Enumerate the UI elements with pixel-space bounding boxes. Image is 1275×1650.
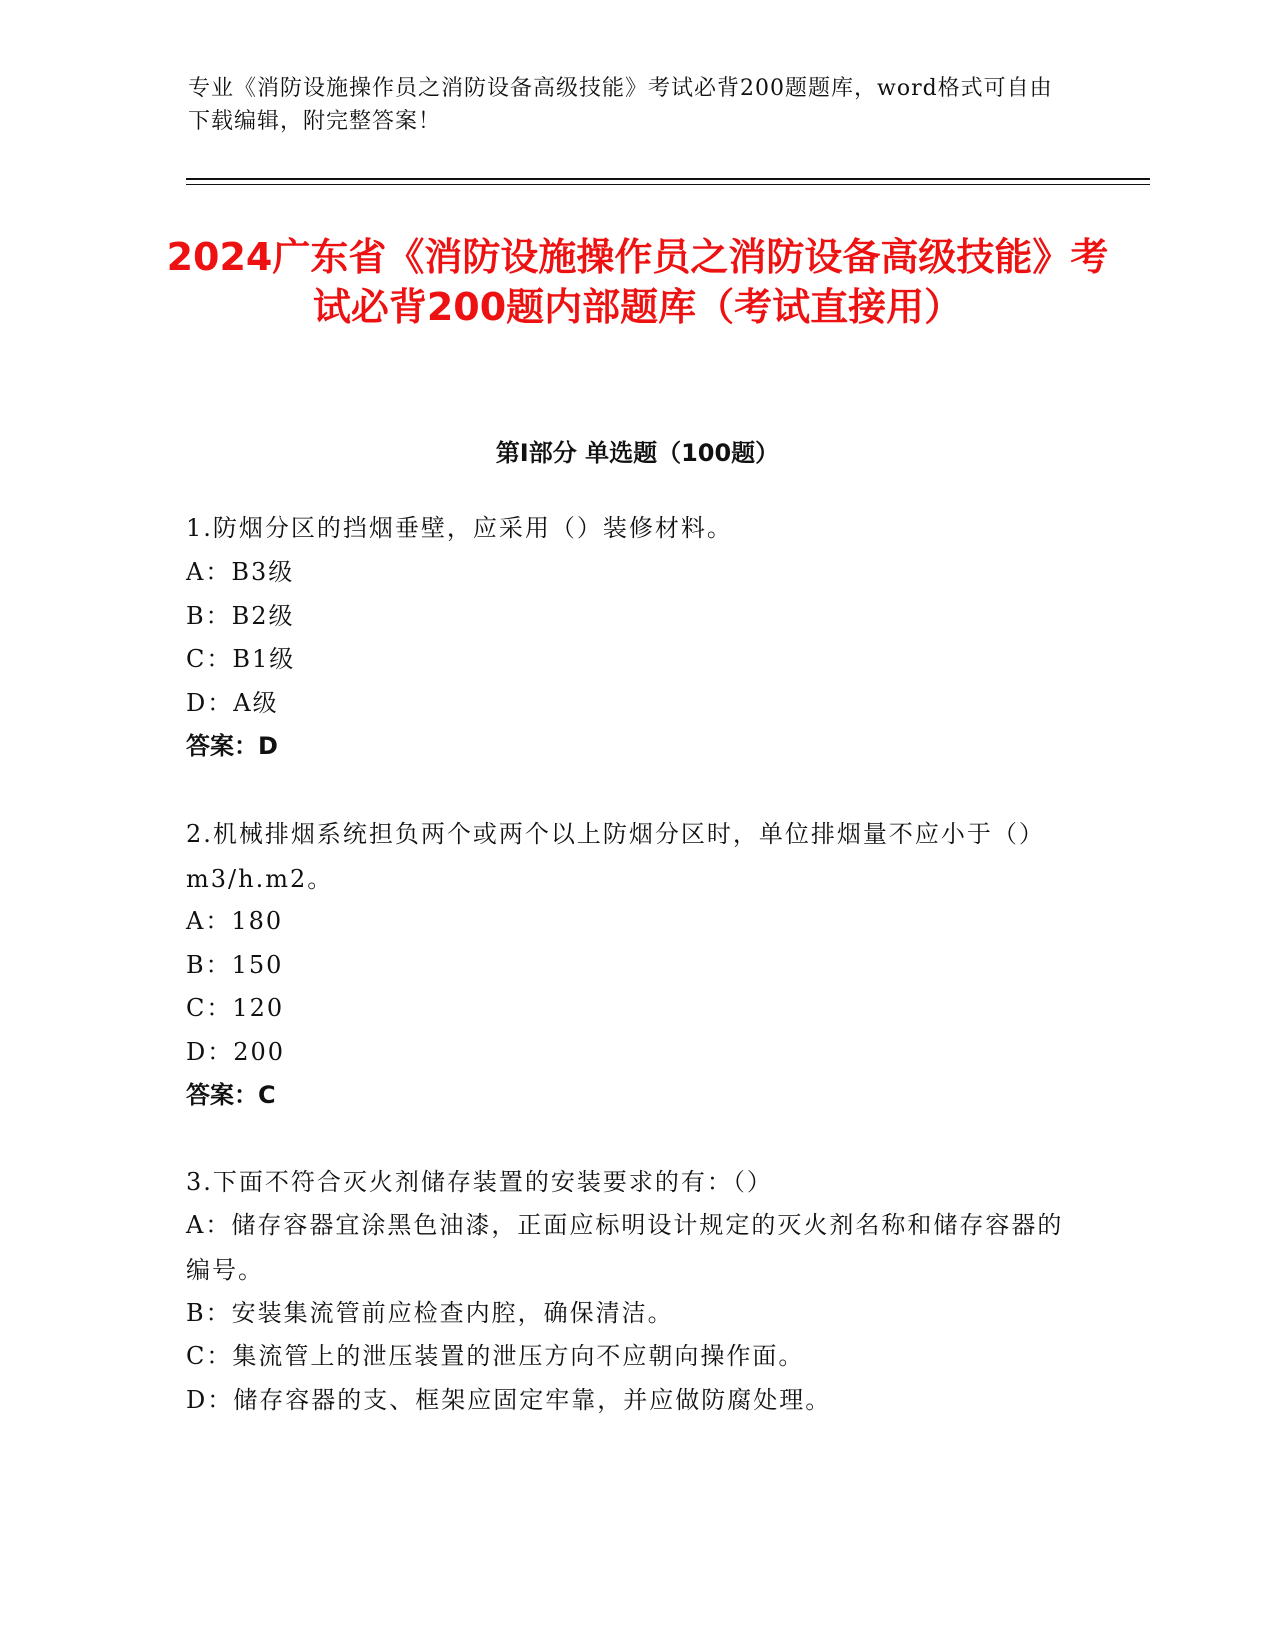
- question-1-answer: 答案：D: [186, 732, 278, 760]
- question-2-stem: 2.机械排烟系统担负两个或两个以上防烟分区时，单位排烟量不应小于（）m3/h.m2。: [186, 820, 1045, 893]
- question-2-option-c: C：120: [186, 994, 285, 1022]
- question-3-option-c: C：集流管上的泄压装置的泄压方向不应朝向操作面。: [186, 1342, 805, 1370]
- section-title: 第Ⅰ部分 单选题（100题）: [495, 439, 780, 467]
- question-1-option-d: D：A级: [186, 689, 279, 717]
- question-1-option-a: A：B3级: [186, 558, 295, 586]
- question-1-option-c: C：B1级: [186, 645, 296, 673]
- question-1-stem: 1.防烟分区的挡烟垂壁，应采用（）装修材料。: [186, 514, 733, 542]
- question-3-option-a: A：储存容器宜涂黑色油漆，正面应标明设计规定的灭火剂名称和储存容器的编号。: [186, 1211, 1064, 1284]
- header-divider-thin: [186, 184, 1150, 185]
- document-title: 2024广东省《消防设施操作员之消防设备高级技能》考试必背200题内部题库（考试直接用）: [166, 235, 1109, 329]
- header-note: 专业《消防设施操作员之消防设备高级技能》考试必背200题题库，word格式可自由下载编辑，附完整答案！: [188, 76, 1053, 134]
- question-2-answer: 答案：C: [186, 1081, 276, 1109]
- question-2-option-b: B：150: [186, 951, 284, 979]
- question-3-option-b: B：安装集流管前应检查内腔，确保清洁。: [186, 1299, 674, 1327]
- question-1-option-b: B：B2级: [186, 602, 295, 630]
- question-2-option-a: A：180: [186, 907, 284, 935]
- question-3-option-d: D：储存容器的支、框架应固定牢靠，并应做防腐处理。: [186, 1386, 832, 1414]
- question-2-option-d: D：200: [186, 1038, 286, 1066]
- header-divider-thick: [186, 178, 1150, 180]
- question-3-stem: 3.下面不符合灭火剂储存装置的安装要求的有：（）: [186, 1168, 773, 1196]
